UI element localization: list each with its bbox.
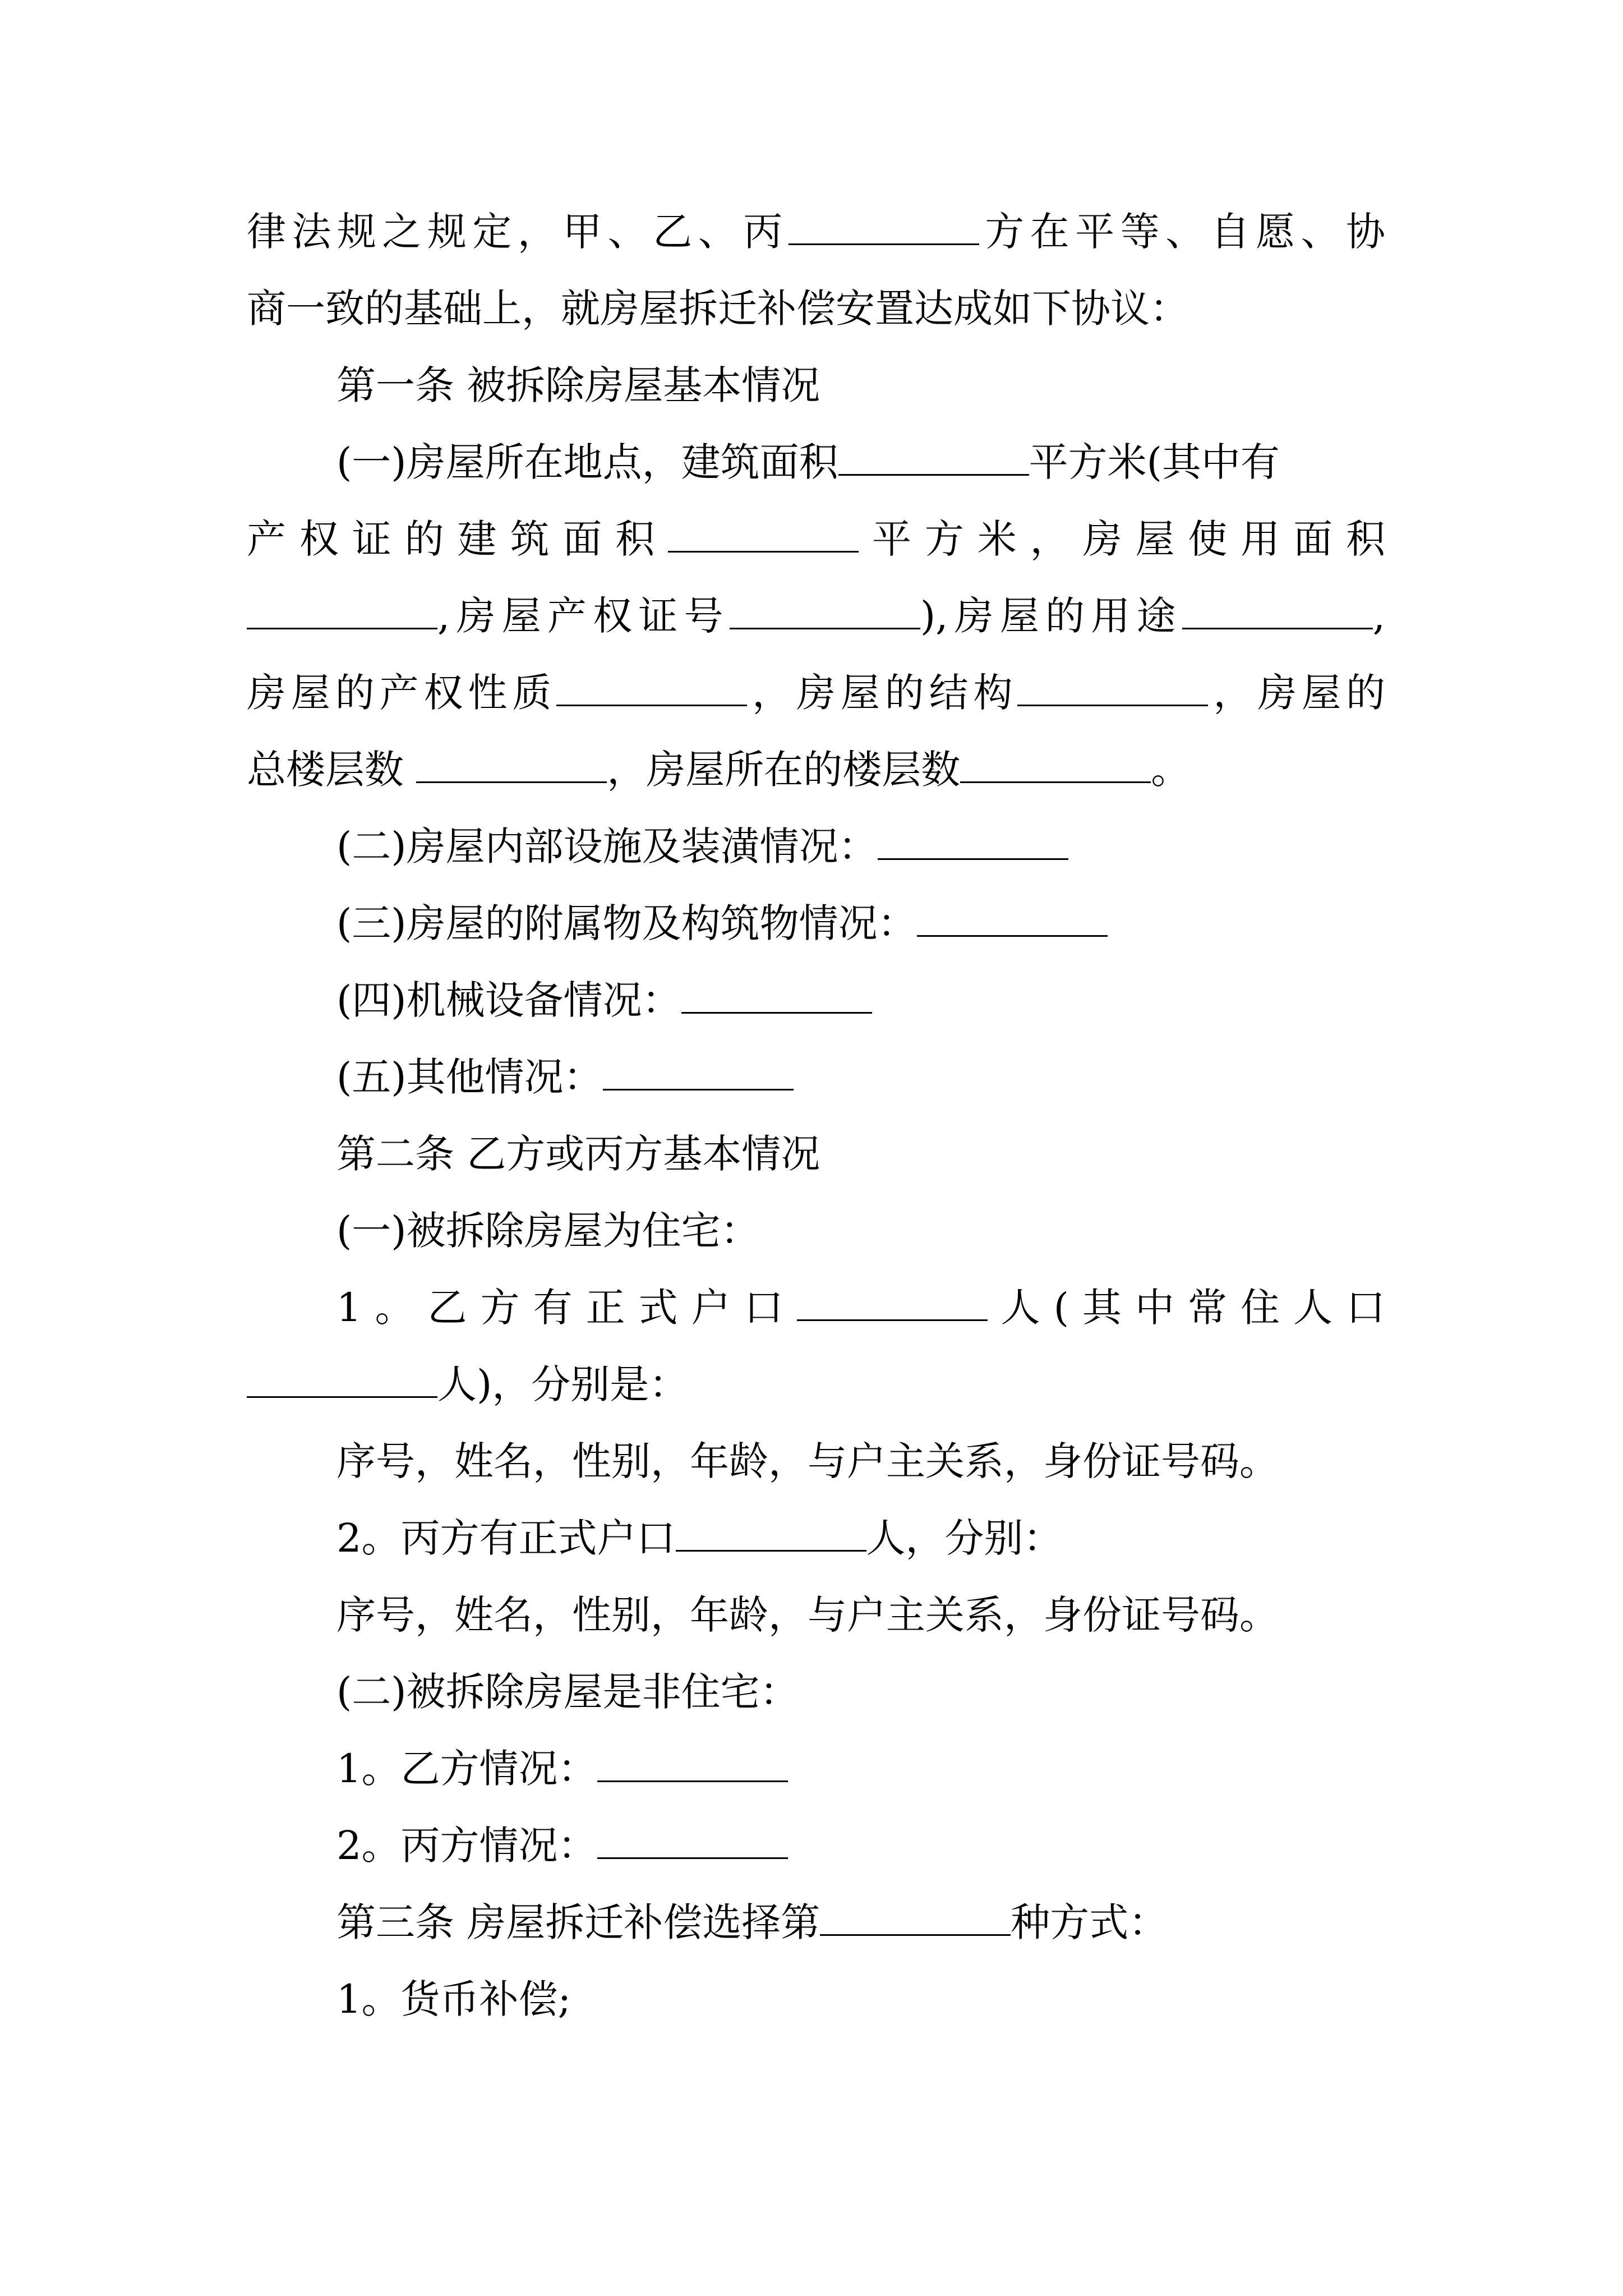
text-line: 1。货币补偿; xyxy=(336,1976,571,2022)
fill-blank[interactable] xyxy=(789,211,979,245)
fill-blank[interactable] xyxy=(676,1517,866,1552)
fill-blank[interactable] xyxy=(878,826,1068,860)
fill-blank[interactable] xyxy=(820,1902,1011,1936)
article-heading: 第二条 乙方或丙方基本情况 xyxy=(336,1131,820,1177)
text-line: (四)机械设备情况： xyxy=(247,962,1424,1039)
fill-blank[interactable] xyxy=(247,595,437,629)
text-line: 1。乙方情况： xyxy=(247,1731,1424,1807)
fill-blank[interactable] xyxy=(1182,595,1373,629)
fill-blank[interactable] xyxy=(247,1364,437,1398)
text-line: 人)，分别是： xyxy=(247,1346,1424,1423)
text-line: 1。乙方有正式户口 人(其中常住人口 xyxy=(336,1285,1386,1331)
fill-blank[interactable] xyxy=(960,749,1151,783)
fill-blank[interactable] xyxy=(917,903,1108,937)
fill-blank[interactable] xyxy=(1017,672,1208,706)
text-line: 产权证的建筑面积 平方米，房屋使用面积 xyxy=(247,516,1386,562)
fill-blank[interactable] xyxy=(416,749,607,783)
text-line: 序号，姓名，性别，年龄，与户主关系，身份证号码。 xyxy=(336,1592,1279,1638)
text-line: (一)房屋所在地点，建筑面积 平方米(其中有 xyxy=(336,439,1280,485)
text-line: 律法规之规定，甲、乙、丙 方在平等、自愿、协 xyxy=(247,209,1386,255)
text-line: (一)被拆除房屋为住宅： xyxy=(336,1208,760,1254)
text-line: (二)被拆除房屋是非住宅： xyxy=(336,1669,799,1715)
text-line: 商一致的基础上，就房屋拆迁补偿安置达成如下协议： xyxy=(247,286,1189,332)
fill-blank[interactable] xyxy=(797,1287,988,1321)
text-line: ,房屋产权证号 ),房屋的用途 , xyxy=(247,578,1385,655)
fill-blank[interactable] xyxy=(838,441,1029,476)
text-line: (三)房屋的附属物及构筑物情况： xyxy=(247,885,1424,962)
fill-blank[interactable] xyxy=(597,1825,788,1859)
text-line: 2。丙方情况： xyxy=(247,1807,1424,1884)
text-line: 序号，姓名，性别，年龄，与户主关系，身份证号码。 xyxy=(336,1438,1279,1484)
fill-blank[interactable] xyxy=(603,1056,794,1091)
text-line: 2。丙方有正式户口 人，分别： xyxy=(336,1515,1063,1561)
text-line: 房屋的产权性质 ，房屋的结构 ，房屋的 xyxy=(247,670,1386,716)
fill-blank[interactable] xyxy=(681,979,872,1014)
article-heading: 第一条 被拆除房屋基本情况 xyxy=(336,362,820,408)
fill-blank[interactable] xyxy=(730,595,920,629)
fill-blank[interactable] xyxy=(668,518,859,553)
agreement-body xyxy=(247,194,1424,2038)
article-heading: 第三条 房屋拆迁补偿选择第 种方式： xyxy=(336,1899,1168,1945)
text-line: 总楼层数 ，房屋所在的楼层数 。 xyxy=(247,747,1191,793)
fill-blank[interactable] xyxy=(556,672,747,706)
text-line: (五)其他情况： xyxy=(247,1039,1424,1116)
text-line: (二)房屋内部设施及装潢情况： xyxy=(247,808,1424,885)
fill-blank[interactable] xyxy=(597,1748,788,1782)
